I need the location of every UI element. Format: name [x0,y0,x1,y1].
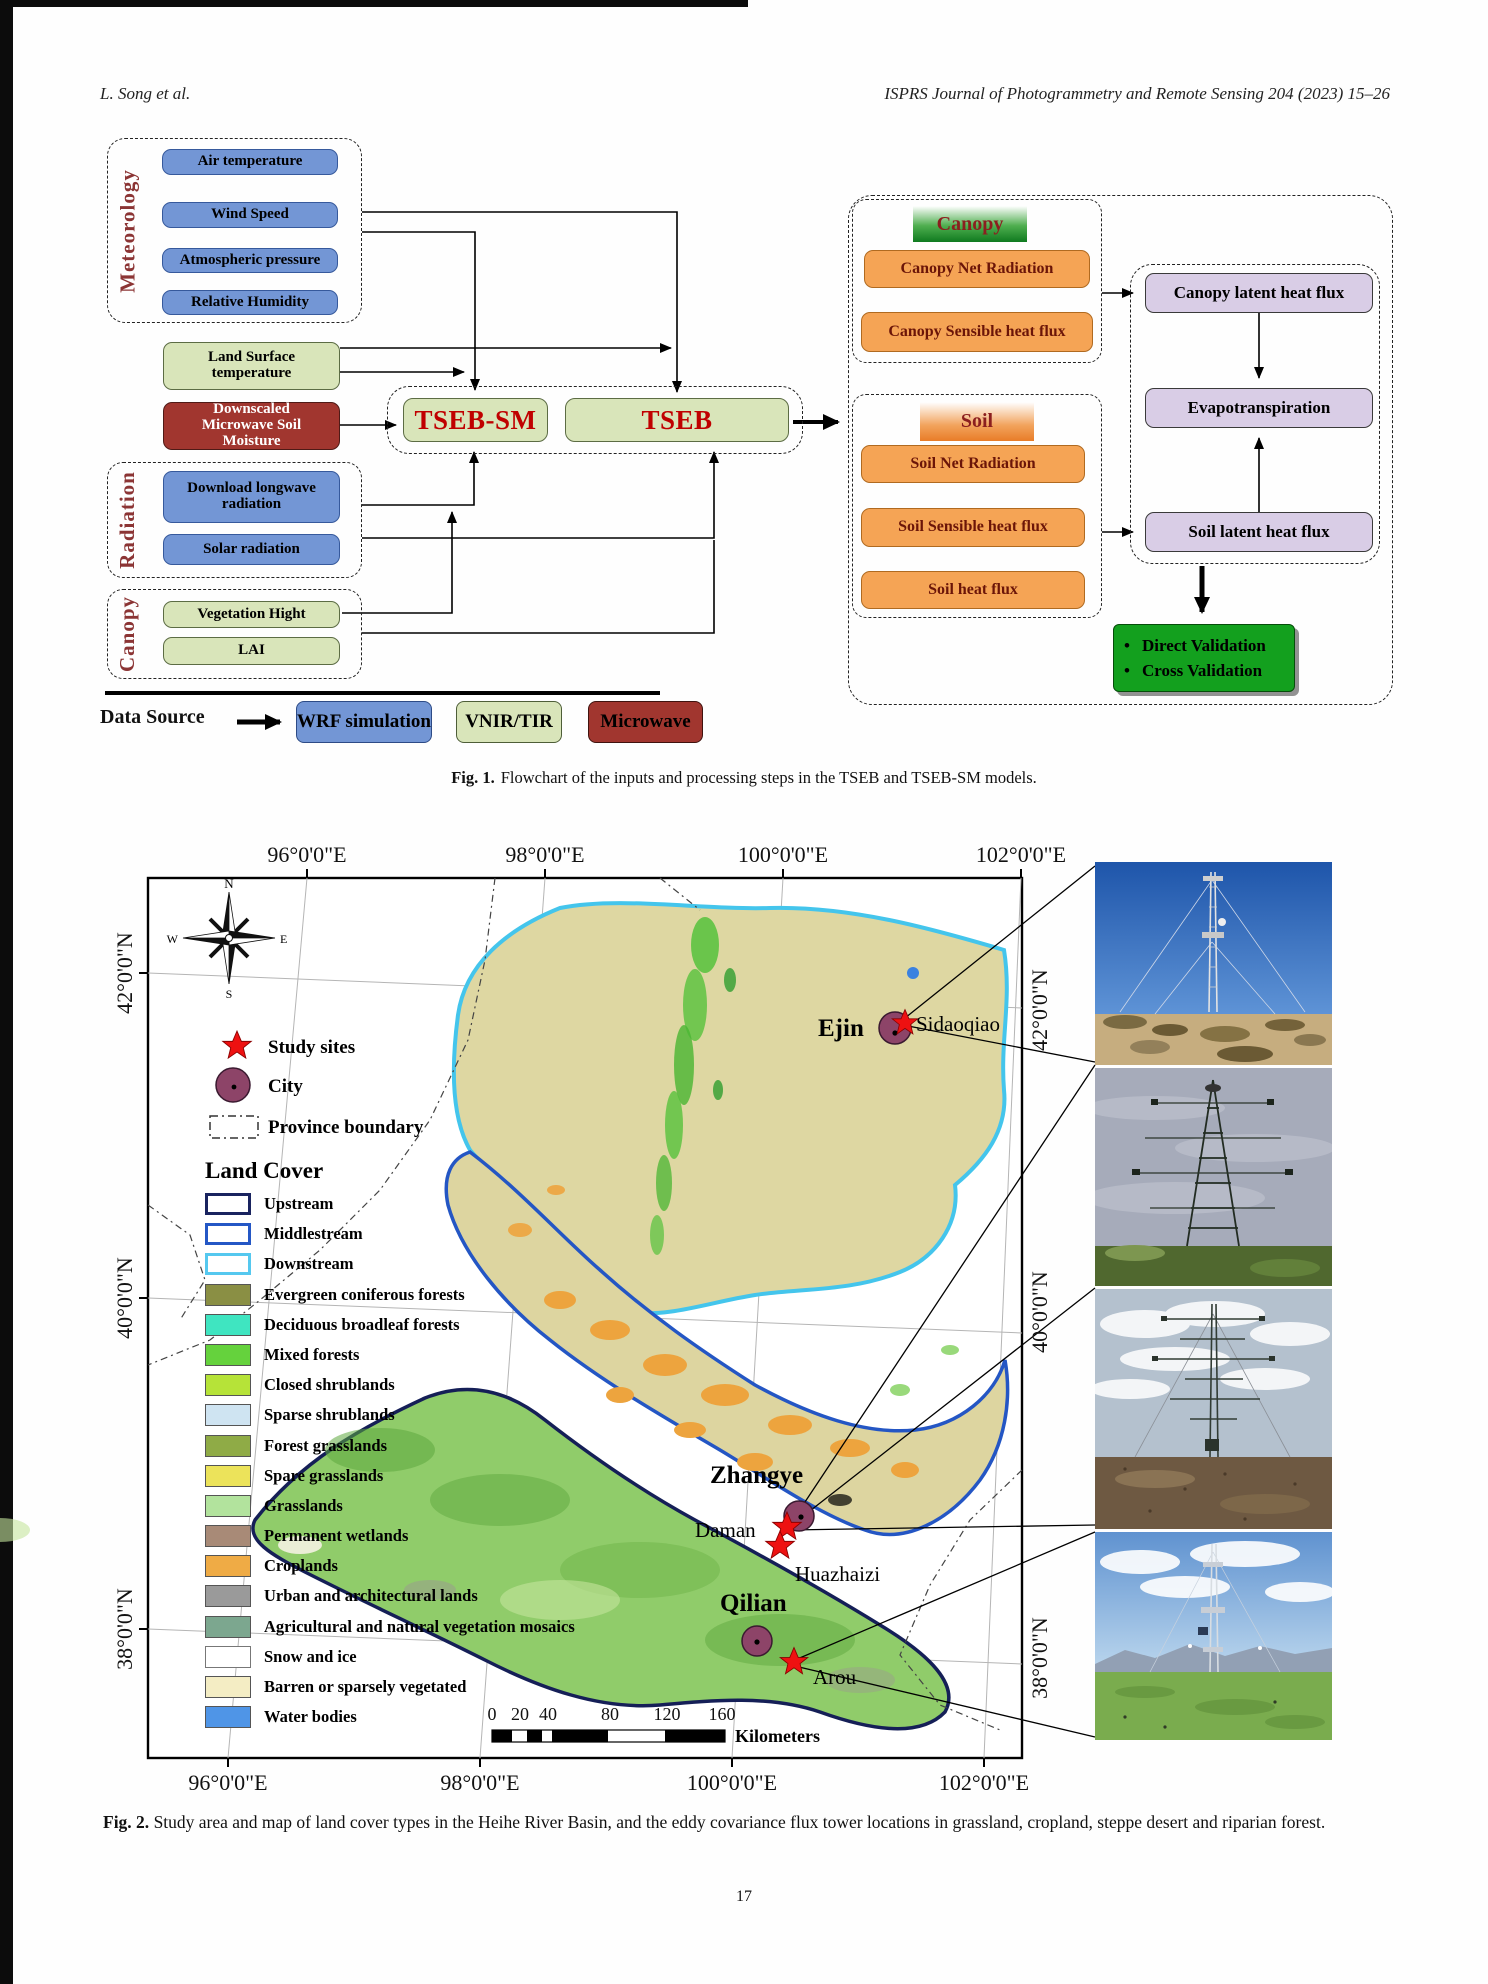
legend-study-sites-label: Study sites [268,1037,356,1058]
figure2-caption-label: Fig. 2. [103,1812,150,1832]
legend-swatch [205,1525,251,1547]
legend-row [205,1283,575,1307]
input-download-longwave-radiation: Download longwave radiation [163,471,340,523]
legend-row [205,1645,575,1669]
input-downscaled-microwave-soil-moisture: Downscaled Microwave Soil Moisture [163,402,340,450]
input-vegetation-hight: Vegetation Hight [163,601,340,628]
land-cover-legend [205,1192,575,1735]
legend-row [205,1222,575,1246]
compass-e: E [280,932,288,946]
canopy-inputs-group-label: Canopy [114,595,139,673]
legend-row [205,1343,575,1367]
figure1-caption-text: Flowchart of the inputs and processing steps in the TSEB and TSEB-SM models. [500,768,1037,787]
data-source-wrf: WRF simulation [296,701,432,743]
soil-outputs-header: Soil [920,402,1034,441]
legend-row [205,1524,575,1548]
figure2-caption-text: Study area and map of land cover types in the Heihe River Basin, and the eddy covariance flux tower locations in grassland, cropland, steppe desert and riparian forest. [153,1812,1326,1832]
scale-120: 120 [653,1704,681,1724]
axis-top-98e: 98°0'0"E [505,842,585,867]
axis-left-42n: 42°0'0"N [112,932,137,1014]
legend-row [205,1192,575,1216]
label-sidaoqiao: Sidaoqiao [916,1012,1000,1036]
input-atmospheric-pressure: Atmospheric pressure [162,248,338,273]
legend-swatch [205,1284,251,1306]
photo-flux-tower-riparian [1095,862,1332,1065]
photo-flux-tower-steppe-desert [1095,1289,1332,1529]
legend-province-boundary-label: Province boundary [268,1117,424,1138]
legend-row [205,1252,575,1276]
steppe-tower-photo [1095,1289,1332,1529]
legend-swatch [205,1585,251,1607]
legend-row [205,1584,575,1608]
legend-label: Water bodies [264,1707,357,1727]
data-source-microwave: Microwave [588,701,703,743]
legend-swatch [205,1676,251,1698]
output-soil-latent-heat-flux: Soil latent heat flux [1145,512,1373,552]
header-journal: ISPRS Journal of Photogrammetry and Remote Sensing 204 (2023) 15–26 [884,84,1390,103]
scale-unit: Kilometers [735,1726,820,1746]
meteorology-group-label: Meteorology [115,169,139,293]
axis-left-38n: 38°0'0"N [112,1588,137,1670]
data-source-vnir-tir: VNIR/TIR [456,701,562,743]
bullet-icon: • [1124,635,1130,655]
legend-label: Urban and architectural lands [264,1586,478,1606]
validation-direct [1124,633,1284,659]
riparian-tower-photo [1095,862,1332,1065]
label-qilian: Qilian [720,1590,787,1617]
label-ejin: Ejin [818,1015,864,1042]
axis-bottom-100e: 100°0'0"E [686,1770,778,1795]
legend-swatch [205,1435,251,1457]
legend-label: Barren or sparsely vegetated [264,1677,467,1696]
label-zhangye: Zhangye [710,1462,804,1489]
validation-box [1113,624,1295,692]
legend-swatch [205,1616,251,1638]
axis-right-40n: 40°0'0"N [1027,1271,1052,1353]
figure1-caption [0,768,1488,788]
legend-label: Sparse shrublands [264,1405,395,1425]
legend-label: Mixed forests [264,1344,360,1364]
cropland-tower-photo [1095,1068,1332,1286]
axis-bottom-98e: 98°0'0"E [440,1770,520,1795]
output-canopy-latent-heat-flux: Canopy latent heat flux [1145,273,1373,313]
legend-row [205,1494,575,1518]
photo-flux-tower-grassland [1095,1532,1332,1740]
compass-w: W [166,932,178,946]
legend-swatch [205,1465,251,1487]
legend-row [205,1554,575,1578]
legend-swatch [205,1253,251,1275]
input-land-surface-temperature: Land Surface temperature [163,342,340,390]
photo-flux-tower-cropland [1095,1068,1332,1286]
legend-swatch [205,1555,251,1577]
legend-label: Closed shrublands [264,1375,395,1395]
validation-cross-label: Cross Validation [1141,661,1263,680]
output-canopy-net-radiation: Canopy Net Radiation [864,250,1090,288]
legend-label: Downstream [264,1254,354,1274]
legend-swatch [205,1404,251,1426]
axis-bottom-96e: 96°0'0"E [188,1770,268,1795]
axis-top-100e: 100°0'0"E [737,842,829,867]
page-number: 17 [736,1888,752,1905]
legend-label: Forest grasslands [264,1435,387,1455]
legend-row [205,1615,575,1639]
legend-swatch [205,1193,251,1215]
radiation-group-label: Radiation [114,471,139,569]
legend-land-cover-title: Land Cover [205,1158,324,1183]
output-soil-heat-flux: Soil heat flux [861,571,1085,609]
model-tseb-sm: TSEB-SM [403,398,548,442]
compass-s: S [225,987,233,1001]
legend-row [205,1403,575,1427]
solar-panel [1198,1627,1208,1635]
axis-left-40n: 40°0'0"N [112,1257,137,1339]
legend-row [205,1675,575,1699]
scale-160: 160 [708,1704,736,1724]
legend-swatch [205,1374,251,1396]
legend-label: Snow and ice [264,1646,357,1666]
legend-city-label: City [268,1076,303,1097]
legend-row [205,1373,575,1397]
legend-swatch [205,1314,251,1336]
input-relative-humidity: Relative Humidity [162,290,338,315]
validation-cross [1124,658,1284,684]
figure2-caption [103,1810,1395,1835]
axis-right-42n: 42°0'0"N [1027,969,1052,1051]
scale-0: 0 [487,1704,497,1724]
bullet-icon: • [1124,661,1130,680]
model-tseb: TSEB [565,398,789,442]
figure1-caption-label: Fig. 1. [451,768,495,787]
data-source-divider [105,691,660,695]
input-solar-radiation: Solar radiation [163,534,340,565]
legend-swatch [205,1706,251,1728]
axis-right-38n: 38°0'0"N [1027,1617,1052,1699]
output-soil-net-radiation: Soil Net Radiation [861,445,1085,483]
legend-row [205,1464,575,1488]
legend-swatch [205,1495,251,1517]
output-soil-sensible-heat-flux: Soil Sensible heat flux [861,508,1085,547]
input-wind-speed: Wind Speed [162,202,338,228]
scale-80: 80 [601,1704,619,1724]
legend-row [205,1313,575,1337]
label-huazhaizi: Huazhaizi [795,1562,881,1586]
input-lai: LAI [163,637,340,665]
axis-bottom-102e: 102°0'0"E [938,1770,1030,1795]
legend-label: Spare grasslands [264,1465,384,1485]
legend-row [205,1705,575,1729]
input-air-temperature: Air temperature [162,149,338,175]
legend-label: Croplands [264,1556,338,1576]
legend-label: Middlestream [264,1224,363,1244]
figure1-flowchart [0,0,1488,800]
legend-label: Deciduous broadleaf forests [264,1314,460,1334]
grassland-tower-photo [1095,1532,1332,1740]
canopy-outputs-header: Canopy [913,206,1027,242]
legend-label: Upstream [264,1194,334,1213]
axis-top-102e: 102°0'0"E [975,842,1067,867]
legend-row [205,1434,575,1458]
legend-swatch [205,1344,251,1366]
axis-top-96e: 96°0'0"E [267,842,347,867]
legend-label: Agricultural and natural vegetation mosaics [264,1616,575,1636]
output-canopy-sensible-heat-flux: Canopy Sensible heat flux [861,312,1093,352]
legend-swatch [205,1646,251,1668]
header-author: L. Song et al. [100,84,191,103]
legend-swatch [205,1223,251,1245]
legend-label: Permanent wetlands [264,1526,409,1546]
compass-n: N [224,876,234,891]
label-arou: Arou [813,1665,857,1689]
data-source-label: Data Source [100,706,205,728]
label-daman: Daman [695,1518,756,1542]
output-evapotranspiration: Evapotranspiration [1145,388,1373,428]
legend-label: Evergreen coniferous forests [264,1284,465,1304]
validation-direct-label: Direct Validation [1141,635,1266,655]
legend-label: Grasslands [264,1495,343,1515]
scale-20: 20 [511,1704,529,1724]
scale-40: 40 [539,1704,557,1724]
